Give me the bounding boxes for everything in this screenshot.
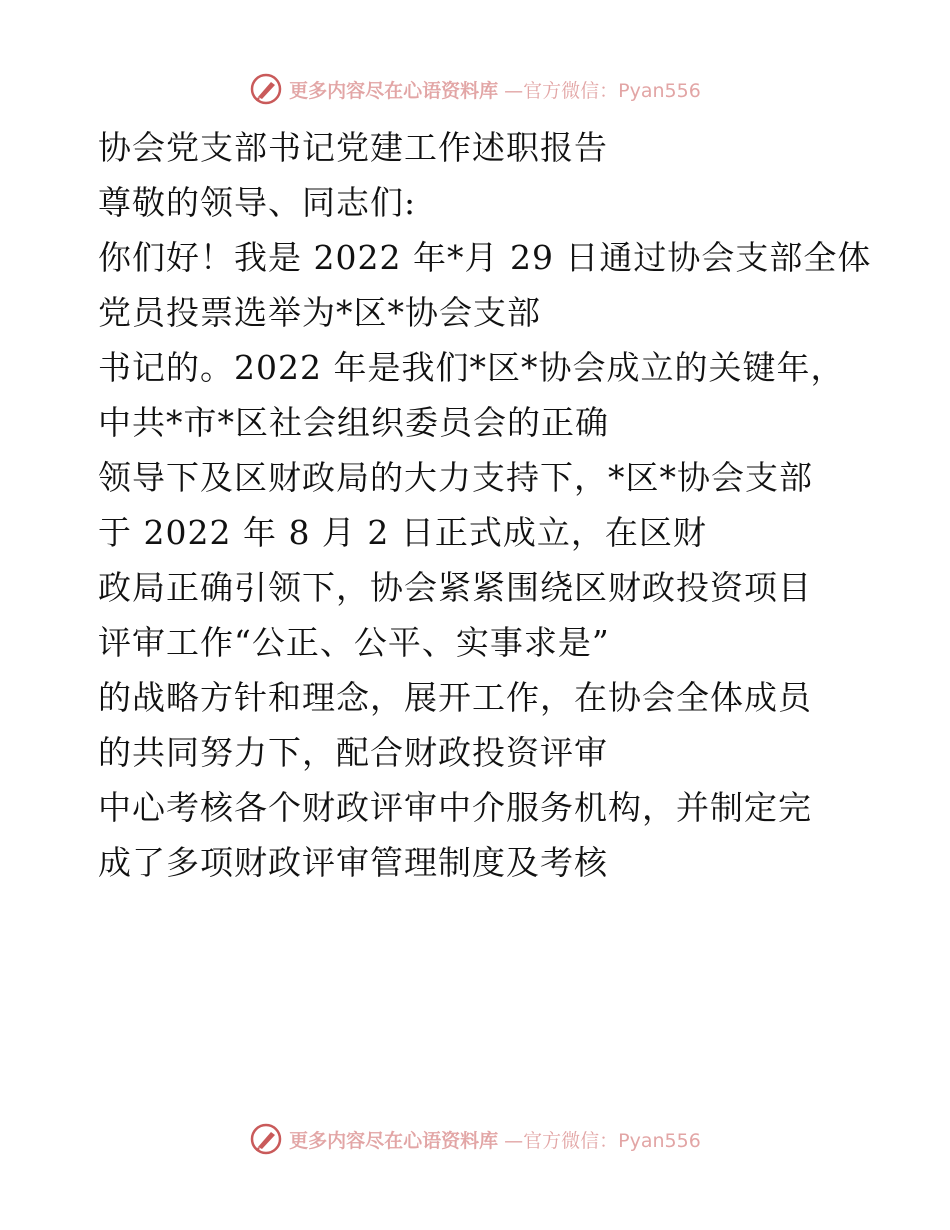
paragraph <box>98 780 858 890</box>
paragraph-line: 于 2022 年 8 月 2 日正式成立，在区财 <box>98 513 707 552</box>
paragraph <box>98 670 858 780</box>
paragraph <box>98 230 872 340</box>
paragraph-line: 中心考核各个财政评审中介服务机构，并制定完 <box>98 788 812 827</box>
paragraph <box>98 340 858 450</box>
salutation: 尊敬的领导、同志们: <box>98 183 417 222</box>
pen-logo-icon <box>249 72 283 106</box>
watermark-footer <box>0 1122 950 1156</box>
paragraph-line: 领导下及区财政局的大力支持下，*区*协会支部 <box>98 458 813 497</box>
pen-logo-icon <box>249 1122 283 1156</box>
paragraph-line: 评审工作“公正、公平、实事求是” <box>98 623 610 662</box>
watermark-contact: —官方微信：Pyan556 <box>504 79 701 102</box>
paragraph-line: 书记的。2022 年是我们*区*协会成立的关键年， <box>98 348 845 387</box>
watermark-contact: —官方微信：Pyan556 <box>504 1129 701 1152</box>
paragraph-line: 的共同努力下，配合财政投资评审 <box>98 733 608 772</box>
paragraph-line: 政局正确引领下，协会紧紧围绕区财政投资项目 <box>98 568 812 607</box>
paragraph <box>98 450 858 560</box>
document-body <box>98 120 872 890</box>
watermark-text: 更多内容尽在心语资料库 <box>289 1129 499 1152</box>
document-title: 协会党支部书记党建工作述职报告 <box>98 128 608 167</box>
paragraph-line: 你们好！我是 2022 年*月 29 日通过协会支部全体 <box>98 238 872 277</box>
paragraph-line: 中共*市*区社会组织委员会的正确 <box>98 403 609 442</box>
paragraph-line: 的战略方针和理念，展开工作，在协会全体成员 <box>98 678 812 717</box>
watermark-text: 更多内容尽在心语资料库 <box>289 79 499 102</box>
paragraph-line: 成了多项财政评审管理制度及考核 <box>98 843 608 882</box>
paragraph-line: 党员投票选举为*区*协会支部 <box>98 293 541 332</box>
paragraph <box>98 560 858 670</box>
watermark-header <box>0 72 950 106</box>
